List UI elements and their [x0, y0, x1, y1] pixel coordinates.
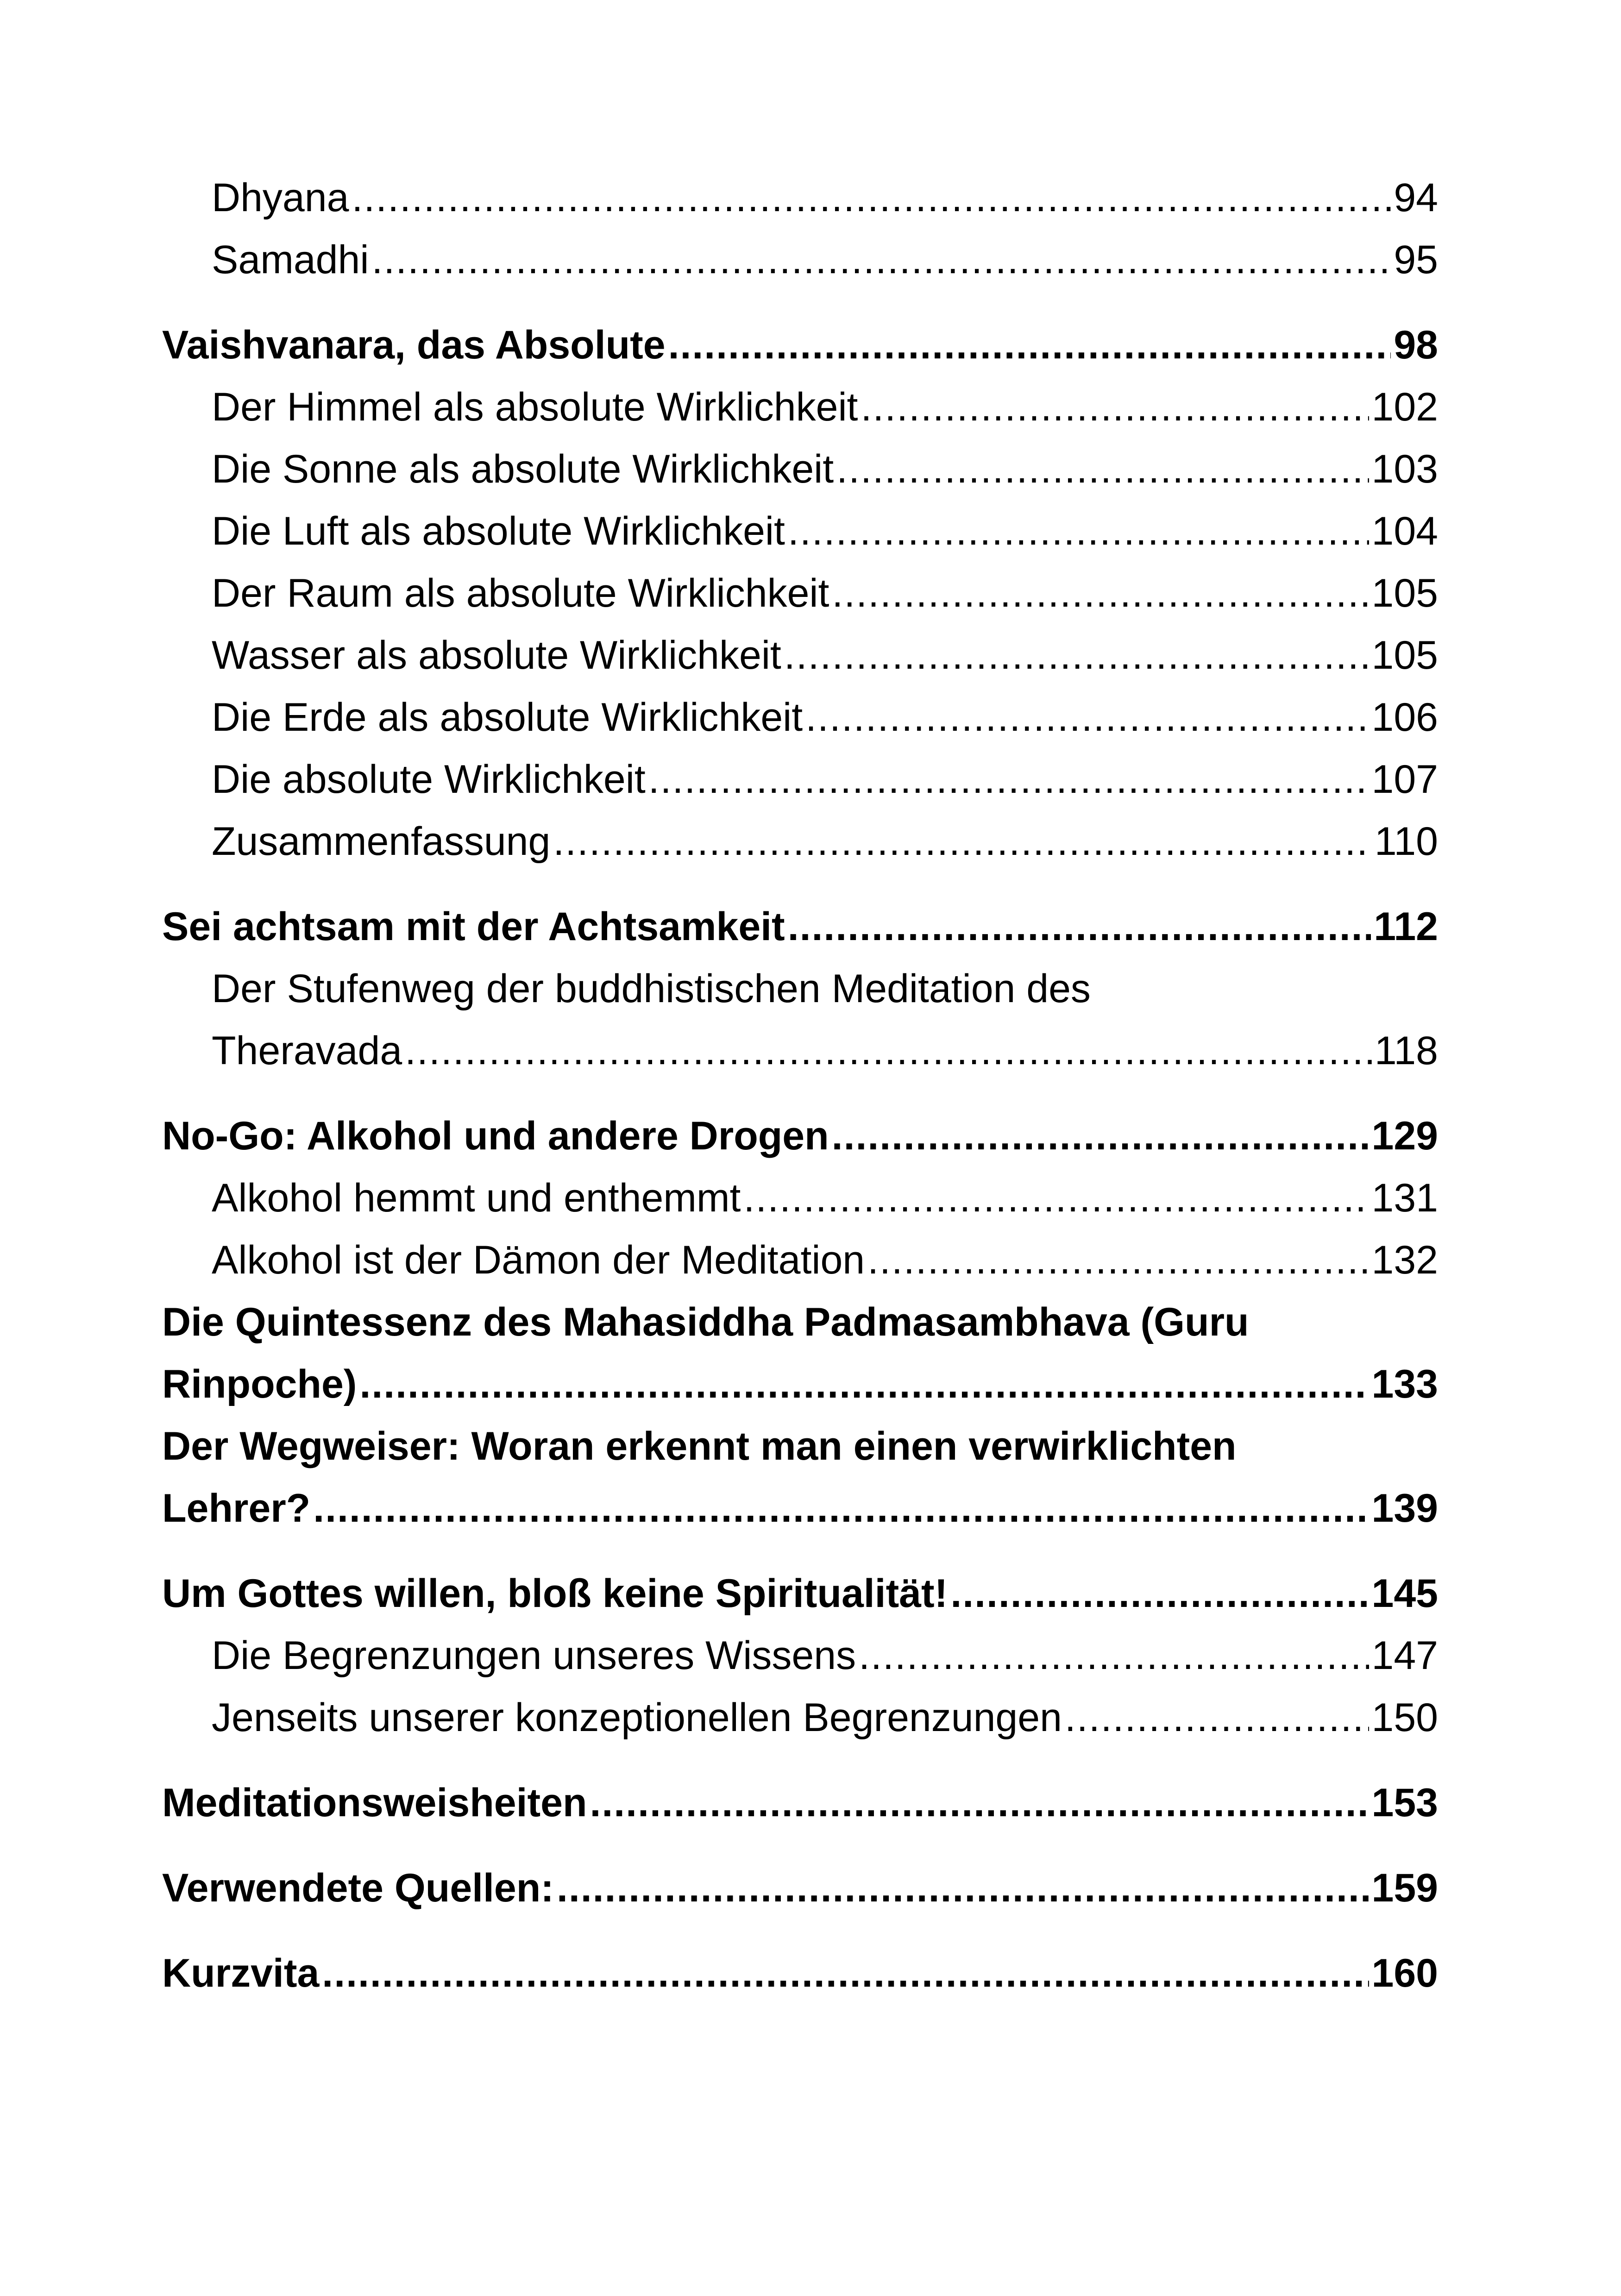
dot-leader	[832, 1105, 1369, 1167]
dot-leader	[788, 500, 1369, 562]
dot-leader	[371, 229, 1391, 291]
dot-leader	[950, 1562, 1369, 1625]
toc-entry-title: Die Erde als absolute Wirklichkeit	[212, 695, 803, 740]
toc-chapter-page: 145	[1371, 1571, 1438, 1616]
toc-entry-title: Die Begrenzungen unseres Wissens	[212, 1633, 856, 1678]
toc-entry-title: Dhyana	[212, 176, 349, 220]
dot-leader	[867, 1229, 1369, 1291]
toc-entry-title: Alkohol hemmt und enthemmt	[212, 1176, 741, 1220]
dot-leader	[1065, 1687, 1369, 1749]
toc-chapter	[162, 896, 1438, 958]
toc-entry	[162, 229, 1438, 291]
toc-chapter	[162, 1353, 1438, 1415]
toc-entry-page: 94	[1394, 176, 1438, 220]
dot-leader	[832, 562, 1369, 624]
toc-entry-page: 102	[1371, 385, 1438, 429]
toc-chapter	[162, 1105, 1438, 1167]
toc-chapter-page: 133	[1371, 1362, 1438, 1406]
toc-entry-title: Wasser als absolute Wirklichkeit	[212, 633, 781, 678]
toc-entry-title: Jenseits unserer konzeptionellen Begrenzungen	[212, 1695, 1062, 1740]
toc-chapter-title: Rinpoche)	[162, 1362, 357, 1406]
toc-chapter-page: 139	[1371, 1486, 1438, 1531]
toc-entry-title: Theravada	[212, 1029, 402, 1073]
toc-entry-page: 118	[1374, 1029, 1438, 1073]
toc-entry-page: 105	[1371, 633, 1438, 678]
dot-leader	[553, 810, 1372, 872]
toc-entry	[162, 1020, 1438, 1082]
toc-entry-title: Alkohol ist der Dämon der Meditation	[212, 1238, 865, 1282]
toc-chapter-page: 129	[1371, 1114, 1438, 1158]
dot-leader	[784, 624, 1369, 686]
toc-entry-title: Zusammenfassung	[212, 819, 551, 864]
toc-entry-page: 110	[1374, 819, 1438, 864]
toc-entry	[162, 500, 1438, 562]
toc-entry-title-line: Der Stufenweg der buddhistischen Meditation des	[212, 966, 1091, 1011]
dot-leader	[322, 1942, 1369, 2004]
toc-entry-title: Samadhi	[212, 238, 369, 282]
toc-entry	[162, 438, 1438, 500]
dot-leader	[861, 376, 1369, 438]
dot-leader	[859, 1625, 1369, 1687]
toc-chapter	[162, 1772, 1438, 1834]
toc-chapter-page: 159	[1371, 1866, 1438, 1910]
toc-entry-page: 132	[1371, 1238, 1438, 1282]
toc-chapter-title: No-Go: Alkohol und andere Drogen	[162, 1114, 829, 1158]
table-of-contents	[162, 167, 1438, 2004]
toc-entry-page: 104	[1371, 509, 1438, 553]
toc-entry-page: 105	[1371, 571, 1438, 615]
dot-leader	[590, 1772, 1369, 1834]
toc-entry	[162, 686, 1438, 748]
toc-chapter	[162, 1942, 1438, 2004]
toc-entry	[162, 748, 1438, 810]
toc-entry	[162, 1687, 1438, 1749]
toc-entry	[162, 624, 1438, 686]
toc-entry	[162, 810, 1438, 872]
toc-entry-title: Der Raum als absolute Wirklichkeit	[212, 571, 829, 615]
toc-chapter-title: Meditationsweisheiten	[162, 1781, 587, 1825]
toc-chapter-title: Sei achtsam mit der Achtsamkeit	[162, 904, 785, 949]
toc-entry	[162, 1625, 1438, 1687]
toc-chapter-title: Lehrer?	[162, 1486, 311, 1531]
toc-chapter	[162, 314, 1438, 376]
toc-entry-page: 131	[1371, 1176, 1438, 1220]
toc-entry-title: Die absolute Wirklichkeit	[212, 757, 646, 802]
dot-leader	[313, 1477, 1369, 1539]
toc-chapter	[162, 1477, 1438, 1539]
dot-leader	[805, 686, 1369, 748]
toc-entry-page: 103	[1371, 447, 1438, 491]
toc-chapter	[162, 1857, 1438, 1919]
toc-chapter-page: 98	[1394, 323, 1438, 367]
toc-chapter-title: Vaishvanara, das Absolute	[162, 323, 666, 367]
toc-chapter-page: 153	[1371, 1781, 1438, 1825]
toc-chapter-page: 160	[1371, 1951, 1438, 1995]
toc-chapter-title: Kurzvita	[162, 1951, 320, 1995]
dot-leader	[405, 1020, 1372, 1082]
toc-entry	[162, 562, 1438, 624]
dot-leader	[557, 1857, 1369, 1919]
toc-entry	[162, 1167, 1438, 1229]
toc-chapter	[162, 1562, 1438, 1625]
dot-leader	[668, 314, 1391, 376]
toc-entry	[162, 376, 1438, 438]
toc-entry-title: Die Sonne als absolute Wirklichkeit	[212, 447, 834, 491]
toc-entry-page: 106	[1371, 695, 1438, 740]
dot-leader	[359, 1353, 1369, 1415]
toc-chapter-page: 112	[1374, 904, 1438, 949]
toc-entry-page: 147	[1371, 1633, 1438, 1678]
toc-chapter-title-line: Der Wegweiser: Woran erkennt man einen verwirklichten	[162, 1424, 1237, 1468]
toc-entry-page: 95	[1394, 238, 1438, 282]
toc-entry-title: Die Luft als absolute Wirklichkeit	[212, 509, 785, 553]
toc-entry	[162, 1229, 1438, 1291]
dot-leader	[743, 1167, 1369, 1229]
toc-entry-page: 150	[1371, 1695, 1438, 1740]
toc-entry-title: Der Himmel als absolute Wirklichkeit	[212, 385, 858, 429]
dot-leader	[352, 167, 1391, 229]
toc-chapter-title: Verwendete Quellen:	[162, 1866, 554, 1910]
toc-entry-page: 107	[1371, 757, 1438, 802]
toc-entry	[162, 167, 1438, 229]
dot-leader	[836, 438, 1369, 500]
dot-leader	[648, 748, 1369, 810]
toc-chapter-title-line: Die Quintessenz des Mahasiddha Padmasambhava (Guru	[162, 1300, 1249, 1344]
dot-leader	[788, 896, 1371, 958]
toc-chapter-title: Um Gottes willen, bloß keine Spiritualität!	[162, 1571, 948, 1616]
